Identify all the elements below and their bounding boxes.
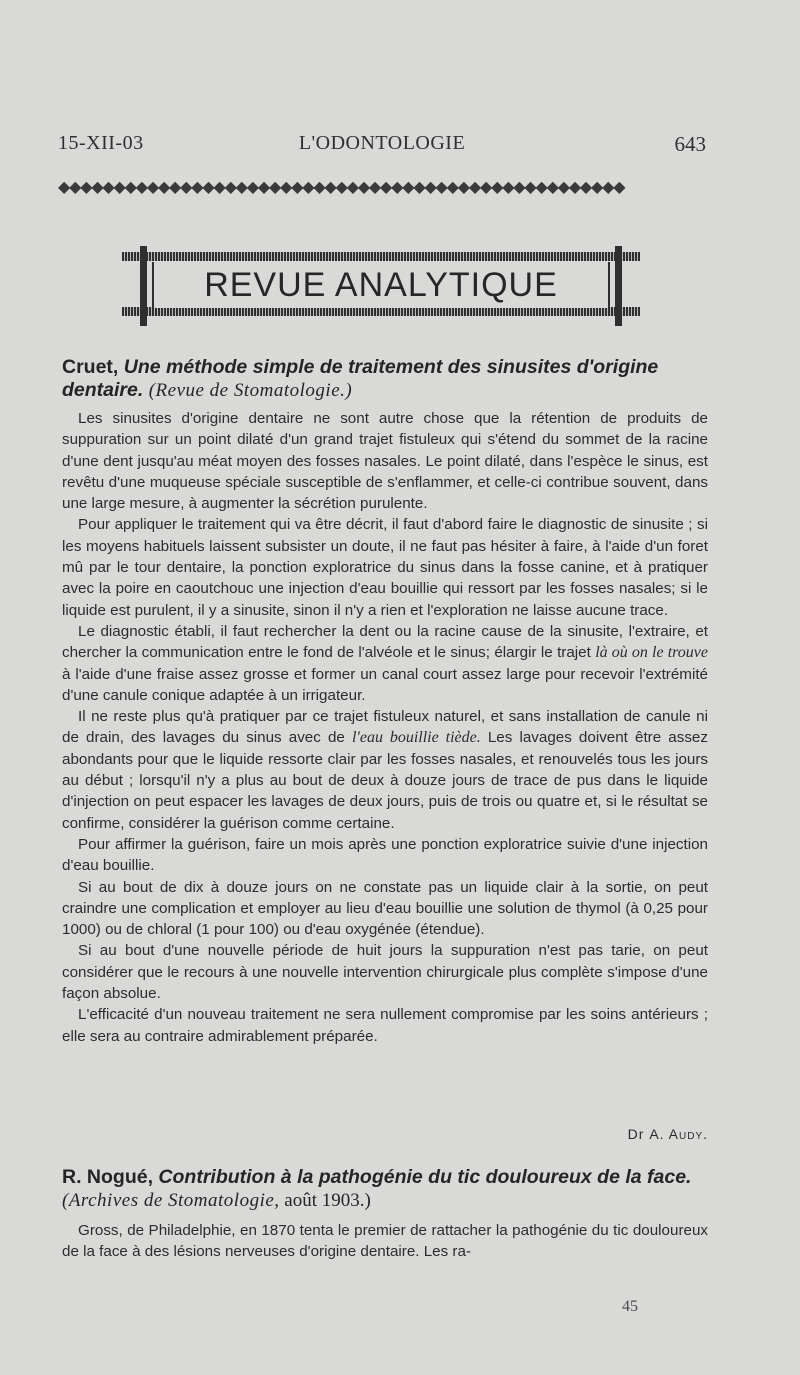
running-head [58,132,706,162]
paragraph: Si au bout de dix à douze jours on ne constate pas un liquide clair à la sortie, on peut craindre une complication et employer au lieu d'eau bouillie une solution de thymol (à 0,25 pour 1000) ou de chloral (1 pour 100) ou d'eau oxygénée (étendue). [62,878,708,939]
paragraph: Si au bout d'une nouvelle période de huit jours la suppuration n'est pas tarie, on peut considérer que le recours à une nouvelle intervention chirurgicale plus complète s'impose d'une façon absolue. [62,942,708,1003]
article-2-heading [62,1166,708,1212]
journal-name: L'ODONTOLOGIE [298,132,466,154]
section-banner [122,246,640,326]
article-1-heading [62,356,708,402]
article-1-author: Cruet, [62,356,119,378]
paragraph: Pour affirmer la guérison, faire un mois après une ponction exploratrice suivie d'une injection d'eau bouillie. [62,835,708,875]
banner-left-post [140,246,147,326]
paragraph [62,621,708,706]
section-title: REVUE ANALYTIQUE [152,262,610,308]
signature-prefix: Dr [627,1126,645,1142]
emphasis: là où on le trouve [595,644,708,662]
article-2-source-date: août 1903.) [279,1190,371,1211]
article-1-signature [628,1126,708,1142]
article-1-title: Une méthode simple de traitement des sinusites d'origine dentaire. [62,356,659,401]
article-2-author: R. Nogué, [62,1166,153,1188]
page-number: 643 [674,132,706,156]
paragraph: L'efficacité d'un nouveau traitement ne sera nullement compromise par les soins antérieurs ; elle sera au contraire admirablement préparée. [62,1006,708,1045]
issue-date: 15-XII-03 [58,132,144,154]
article-2-body [62,1220,708,1263]
banner-right-post [615,246,622,326]
paragraph-text: Le diagnostic établi, il faut rechercher la dent ou la racine cause de la sinusite, l'extraire, et chercher la communication entre le fond de l'alvéole et le sinus; élargir le trajet [62,622,708,662]
paragraph: Gross, de Philadelphie, en 1870 tenta le premier de rattacher la pathogénie du tic douloureux de la face à des lésions nerveuses d'origine dentaire. Les ra- [62,1222,708,1261]
diamond-ornament-rule: ◆◆◆◆◆◆◆◆◆◆◆◆◆◆◆◆◆◆◆◆◆◆◆◆◆◆◆◆◆◆◆◆◆◆◆◆◆◆◆◆◆◆◆◆◆◆◆◆◆◆◆ [58,179,625,196]
paragraph-text: à l'aide d'une fraise assez grosse et former un canal court assez large pour recevoir l'extrémité d'une canule conique adaptée à un irrigateur. [62,665,708,704]
article-1-body [62,408,708,1047]
banner-bottom-bar [122,307,640,316]
article-1-source: (Revue de Stomatologie.) [148,380,353,401]
paragraph-text: Il ne reste plus qu'à pratiquer par ce trajet fistuleux naturel, et sans installation de canule ni de drain, des lavages du sinus avec de [62,708,708,747]
emphasis: l'eau bouillie tiède. [351,729,481,747]
article-2-source-journal: (Archives de Stomatologie, [62,1190,280,1211]
paragraph-text: Les lavages doivent être assez abondants pour que le liquide ressorte clair par les fosses nasales, et renouvelés tous les jours au début ; lorsqu'il n'y a plus au bout de deux à douze jours de trace de pus dans le liquide d'injection on peut espacer les lavages de deux jours, puis de trois ou quatre et, si le résultat se confirme, considérer la guérison comme certaine. [62,729,708,832]
paragraph: Pour appliquer le traitement qui va être décrit, il faut d'abord faire le diagnostic de sinusite ; si les moyens habituels laissent subsister un doute, il ne faut pas hésiter à faire, à l'aide d'un foret mû par le tour dentaire, la ponction exploratrice du sinus dans la fosse canine, et à pratiquer avec la poire en caoutchouc une injection d'eau bouillie qui ressort par les fosses nasales; si le liquide est purulent, il y a sinusite, sinon il n'y a rien et l'exploration ne laisse aucune trace. [62,516,708,619]
paragraph: Les sinusites d'origine dentaire ne sont autre chose que la rétention de produits de suppuration sur un point dilaté d'un grand trajet fistuleux qui s'étend du sommet de la racine d'une dent jusqu'au méat moyen des fosses nasales. Le point dilaté, dans l'espèce le sinus, est revêtu d'une muqueuse spéciale susceptible de s'enflammer, et celle-ci contribue souvent, dans une large mesure, à augmenter la sécrétion purulente. [62,410,708,513]
paragraph [62,706,708,834]
signature-name: A. Audy. [649,1126,708,1142]
article-2-title: Contribution à la pathogénie du tic douloureux de la face. [158,1166,692,1188]
banner-top-bar [122,252,640,261]
signature-folio: 45 [622,1298,638,1315]
